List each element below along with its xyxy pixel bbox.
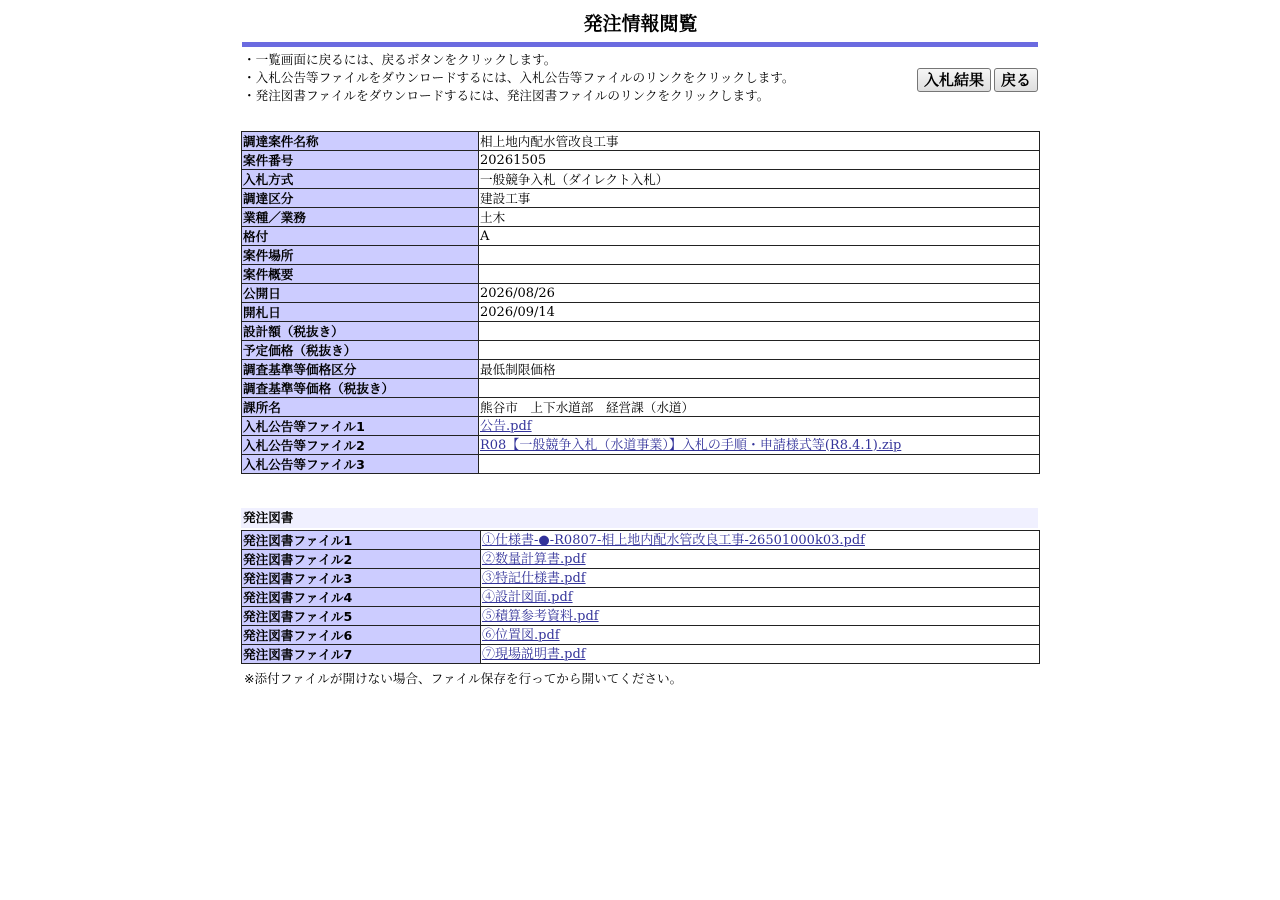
page-title: 発注情報閲覧 (583, 13, 698, 35)
drawing-file-7-link[interactable]: ⑦現場説明書.pdf (482, 647, 586, 662)
table-row (242, 246, 1040, 265)
table-row (242, 550, 1040, 569)
row-label: 開札日 (242, 303, 479, 322)
page-container (241, 0, 1040, 687)
row-label: 案件番号 (242, 151, 479, 170)
row-value-drawing-file-6 (481, 626, 1040, 645)
row-label: 発注図書ファイル1 (242, 531, 481, 550)
bid-result-button[interactable]: 入札結果 (917, 68, 991, 92)
table-row (242, 607, 1040, 626)
row-label: 発注図書ファイル2 (242, 550, 481, 569)
table-row (242, 588, 1040, 607)
table-row (242, 170, 1040, 189)
table-row (242, 379, 1040, 398)
row-value-bid-method: 一般競争入札（ダイレクト入札） (479, 170, 1040, 189)
row-value-summary (479, 265, 1040, 284)
row-label: 公開日 (242, 284, 479, 303)
row-value-rank: A (479, 227, 1040, 246)
row-value-publish-date: 2026/08/26 (479, 284, 1040, 303)
drawing-file-2-link[interactable]: ②数量計算書.pdf (482, 552, 586, 567)
row-label: 入札公告等ファイル1 (242, 417, 479, 436)
row-label: 発注図書ファイル5 (242, 607, 481, 626)
drawings-section-heading: 発注図書 (241, 508, 1038, 528)
table-row (242, 360, 1040, 379)
row-value-drawing-file-1 (481, 531, 1040, 550)
row-label: 入札方式 (242, 170, 479, 189)
row-label: 案件場所 (242, 246, 479, 265)
row-value-drawing-file-5 (481, 607, 1040, 626)
help-text (243, 51, 794, 105)
row-label: 発注図書ファイル4 (242, 588, 481, 607)
drawings-table (241, 530, 1040, 664)
row-value-notice-file-2 (479, 436, 1040, 455)
row-label: 発注図書ファイル7 (242, 645, 481, 664)
action-buttons (917, 68, 1038, 92)
table-row (242, 455, 1040, 474)
row-value-standard-price-category: 最低制限価格 (479, 360, 1040, 379)
row-value-standard-price (479, 379, 1040, 398)
row-label: 調達案件名称 (242, 132, 479, 151)
row-value-opening-date: 2026/09/14 (479, 303, 1040, 322)
table-row (242, 645, 1040, 664)
row-label: 予定価格（税抜き） (242, 341, 479, 360)
row-label: 発注図書ファイル6 (242, 626, 481, 645)
row-value-drawing-file-7 (481, 645, 1040, 664)
table-row (242, 569, 1040, 588)
row-value-drawing-file-3 (481, 569, 1040, 588)
table-row (242, 531, 1040, 550)
notice-file-2-link[interactable]: R08【一般競争入札（水道事業）】入札の手順・申請様式等(R8.4.1).zip (480, 437, 902, 453)
table-row (242, 626, 1040, 645)
row-value-location (479, 246, 1040, 265)
row-label: 格付 (242, 227, 479, 246)
row-value-drawing-file-4 (481, 588, 1040, 607)
table-row (242, 322, 1040, 341)
table-row (242, 303, 1040, 322)
row-value-project-name: 相上地内配水管改良工事 (479, 132, 1040, 151)
table-row (242, 132, 1040, 151)
row-label: 業種／業務 (242, 208, 479, 227)
row-value-department: 熊谷市 上下水道部 経営課（水道） (479, 398, 1040, 417)
row-value-procurement-category: 建設工事 (479, 189, 1040, 208)
help-line-back: ・一覧画面に戻るには、戻るボタンをクリックします。 (243, 52, 557, 67)
row-label: 調査基準等価格（税抜き） (242, 379, 479, 398)
row-value-notice-file-3 (479, 455, 1040, 474)
row-label: 発注図書ファイル3 (242, 569, 481, 588)
notice-file-1-link[interactable]: 公告.pdf (480, 418, 532, 434)
drawing-file-3-link[interactable]: ③特記仕様書.pdf (482, 571, 586, 586)
row-value-project-number: 20261505 (479, 151, 1040, 170)
table-row (242, 284, 1040, 303)
table-row (242, 265, 1040, 284)
row-label: 入札公告等ファイル3 (242, 455, 479, 474)
attachment-note: ※添付ファイルが開けない場合、ファイル保存を行ってから開いてください。 (244, 671, 683, 686)
row-value-industry: 土木 (479, 208, 1040, 227)
table-row (242, 208, 1040, 227)
row-value-planned-price (479, 341, 1040, 360)
help-line-notice-download: ・入札公告等ファイルをダウンロードするには、入札公告等ファイルのリンクをクリックします。 (243, 70, 795, 85)
table-row (242, 189, 1040, 208)
table-row (242, 341, 1040, 360)
table-row (242, 436, 1040, 455)
back-button[interactable]: 戻る (994, 68, 1038, 92)
help-line-drawing-download: ・発注図書ファイルをダウンロードするには、発注図書ファイルのリンクをクリックします。 (243, 88, 770, 103)
table-row (242, 398, 1040, 417)
table-row (242, 227, 1040, 246)
row-value-drawing-file-2 (481, 550, 1040, 569)
row-label: 調達区分 (242, 189, 479, 208)
row-value-notice-file-1 (479, 417, 1040, 436)
drawing-file-6-link[interactable]: ⑥位置図.pdf (482, 628, 560, 643)
order-info-table (241, 131, 1040, 474)
table-row (242, 417, 1040, 436)
row-label: 案件概要 (242, 265, 479, 284)
drawing-file-4-link[interactable]: ④設計図面.pdf (482, 590, 573, 605)
table-row (242, 151, 1040, 170)
row-label: 入札公告等ファイル2 (242, 436, 479, 455)
row-value-design-amount (479, 322, 1040, 341)
row-label: 設計額（税抜き） (242, 322, 479, 341)
drawing-file-5-link[interactable]: ⑤積算参考資料.pdf (482, 609, 599, 624)
drawing-file-1-link[interactable]: ①仕様書-●-R0807-相上地内配水管改良工事-26501000k03.pdf (482, 533, 865, 548)
row-label: 課所名 (242, 398, 479, 417)
row-label: 調査基準等価格区分 (242, 360, 479, 379)
help-area (241, 47, 1040, 131)
